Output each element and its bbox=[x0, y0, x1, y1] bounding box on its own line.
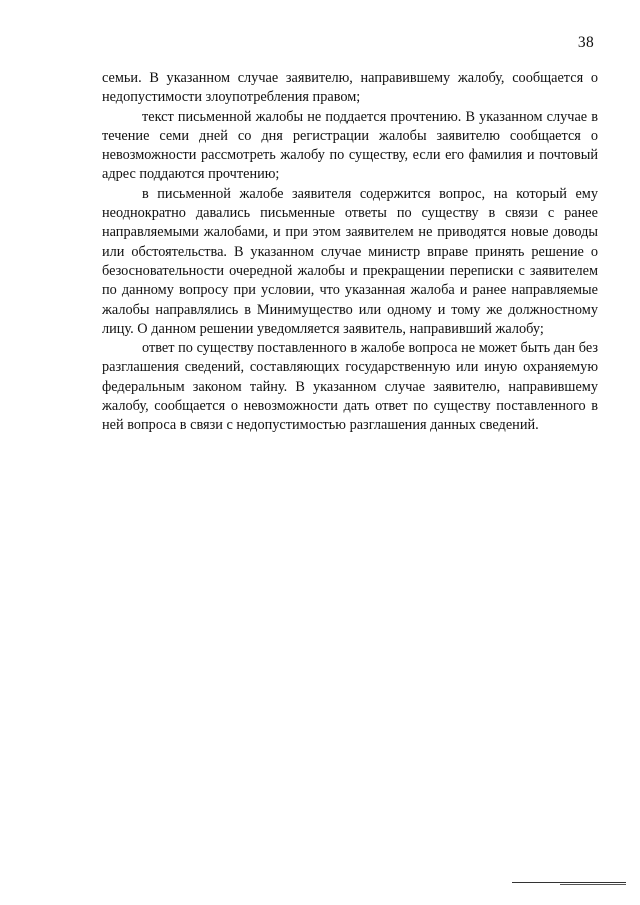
paragraph-unreadable-complaint: текст письменной жалобы не поддается прочтению. В указанном случае в течение семи дней со дня регистрации жалобы заявителю сообщается о невозможности рассмотреть жалобу по существу, если его фамилия и почтовый адрес поддаются прочтению; bbox=[102, 108, 598, 183]
paragraph-continuation: семьи. В указанном случае заявителю, направившему жалобу, сообщается о недопустимости злоупотребления правом; bbox=[102, 70, 598, 106]
paragraph-repeated-question: в письменной жалобе заявителя содержится вопрос, на который ему неоднократно давались письменные ответы по существу в связи с ранее направляемыми жалобами, и при этом заявителем не приводятся новые доводы или обстоятельства. В указанном случае министр вправе принять решение о безосновательности очередной жалобы и прекращении переписки с заявителем по данному вопросу при условии, что указанная жалоба и ранее направляемые жалобы направлялись в Минимущество или одному и тому же должностному лицу. О данном решении уведомляется заявитель, направивший жалобу; bbox=[102, 185, 598, 337]
page-number: 38 bbox=[577, 34, 594, 51]
footer-rule bbox=[512, 882, 626, 883]
paragraph-classified-information: ответ по существу поставленного в жалобе вопроса не может быть дан без разглашения сведений, составляющих государственную или иную охраняемую федеральным законом тайну. В указанном случае заявителю, направившему жалобу, сообщается о невозможности дать ответ по существу поставленного в ней вопроса в связи с недопустимостью разглашения данных сведений. bbox=[102, 340, 598, 434]
document-body bbox=[102, 69, 598, 436]
footer-rule-secondary bbox=[560, 884, 626, 885]
